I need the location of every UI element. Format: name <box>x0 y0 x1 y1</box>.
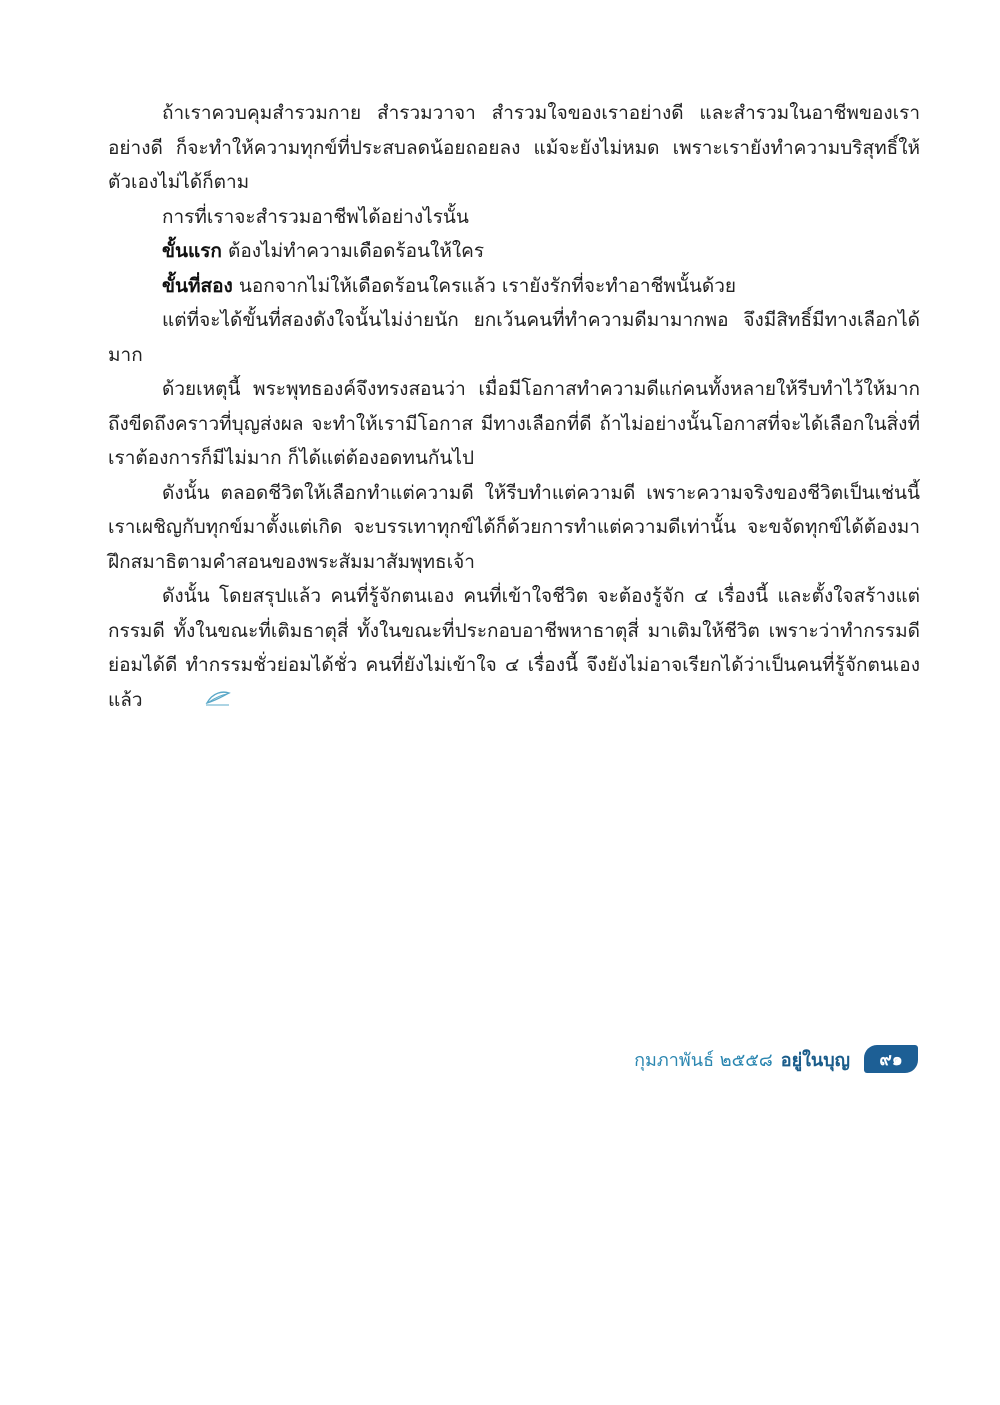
paragraph-7: ดังนั้น ตลอดชีวิตให้เลือกทำแต่ความดี ให้รีบทำแต่ความดี เพราะความจริงของชีวิตเป็นเช่นนี้ เราเผชิญกับทุกข์มาตั้งแต่เกิด จะบรรเทาทุกข์ได้ก็ด้วยการทำแต่ความดีเท่านั้น จะขจัดทุกข์ได้ต้องมาฝึกสมาธิตามคำสอนของพระสัมมาสัมพุทธเจ้า <box>108 481 920 573</box>
paragraph-6: ด้วยเหตุนี้ พระพุทธองค์จึงทรงสอนว่า เมื่อมีโอกาสทำความดีแก่คนทั้งหลายให้รีบทำไว้ให้มาก ถึงขีดถึงคราวที่บุญส่งผล จะทำให้เรามีโอกาส มีทางเลือกที่ดี ถ้าไม่อย่างนั้นโอกาสที่จะได้เลือกในสิ่งที่เราต้องการก็มีไม่มาก ก็ได้แต่ต้องอดทนกันไป <box>108 378 920 469</box>
paragraph-8-text: ดังนั้น โดยสรุปแล้ว คนที่รู้จักตนเอง คนที่เข้าใจชีวิต จะต้องรู้จัก ๔ เรื่องนี้ และตั้งใจสร้างแต่กรรมดี ทั้งในขณะที่เติมธาตุสี่ ทั้งในขณะที่ประกอบอาชีพหาธาตุสี่ มาเติมให้ชีวิต เพราะว่าทำกรรมดีย่อมได้ดี ทำกรรมชั่วย่อมได้ชั่ว คนที่ยังไม่เข้าใจ ๔ เรื่องนี้ จึงยังไม่อาจเรียกได้ว่าเป็นคนที่รู้จักตนเองแล้ว <box>108 585 920 711</box>
step-2-label: ขั้นที่สอง <box>162 274 233 297</box>
paragraph-step-2 <box>108 269 920 304</box>
step-1-label: ขั้นแรก <box>162 240 222 262</box>
paragraph-5: แต่ที่จะได้ขั้นที่สองดังใจนั้นไม่ง่ายนัก ยกเว้นคนที่ทำความดีมามากพอ จึงมีสิทธิ์มีทางเลือกได้มาก <box>108 309 920 366</box>
issue-month: กุมภาพันธ์ ๒๕๕๘ <box>634 1049 773 1071</box>
article-body <box>108 96 920 717</box>
magazine-name: อยู่ในบุญ <box>780 1049 850 1071</box>
paragraph-1: ถ้าเราควบคุมสำรวมกาย สำรวมวาจา สำรวมใจของเราอย่างดี และสำรวมในอาชีพของเราอย่างดี ก็จะทำให้ความทุกข์ที่ประสบลดน้อยถอยลง แม้จะยังไม่หมด เพราะเรายังทำความบริสุทธิ์ให้ตัวเองไม่ได้ก็ตาม <box>108 102 920 193</box>
paragraph-step-1 <box>108 234 920 269</box>
paragraph-2: การที่เราจะสำรวมอาชีพได้อย่างไรนั้น <box>162 205 469 228</box>
paragraph-8 <box>108 579 920 717</box>
step-2-text: นอกจากไม่ให้เดือดร้อนใครแล้ว เรายังรักที่จะทำอาชีพนั้นด้วย <box>232 274 737 297</box>
leaf-end-mark-icon <box>151 683 231 718</box>
page-footer <box>634 1045 918 1073</box>
step-1-text: ต้องไม่ทำความเดือดร้อนให้ใคร <box>221 240 485 262</box>
page-number-badge: ๙๑ <box>864 1045 918 1073</box>
